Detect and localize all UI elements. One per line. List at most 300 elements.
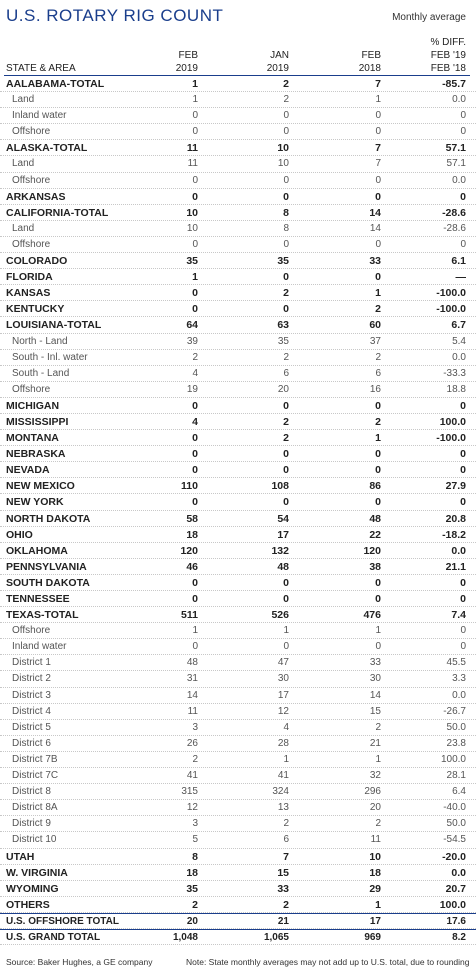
row-value-feb-2018: 476 bbox=[363, 609, 381, 622]
row-value-jan-2019: 0 bbox=[283, 190, 289, 203]
table-row bbox=[0, 446, 476, 462]
row-value-pct-diff: -100.0 bbox=[436, 303, 466, 316]
header-pct-diff-line3: FEB '18 bbox=[430, 63, 466, 74]
row-value-pct-diff: 0 bbox=[460, 399, 466, 412]
row-value-feb-2019: 31 bbox=[186, 673, 198, 685]
row-value-pct-diff: 50.0 bbox=[446, 818, 466, 830]
row-value-pct-diff: 0 bbox=[460, 625, 466, 637]
table-row bbox=[0, 849, 476, 865]
row-value-pct-diff: 0 bbox=[460, 496, 466, 509]
row-value-pct-diff: -100.0 bbox=[436, 432, 466, 445]
row-value-pct-diff: 27.9 bbox=[445, 480, 466, 493]
row-value-feb-2018: 15 bbox=[369, 705, 381, 717]
row-value-jan-2019: 0 bbox=[283, 126, 289, 138]
row-value-jan-2019: 0 bbox=[283, 496, 289, 509]
row-value-feb-2019: 58 bbox=[186, 512, 198, 525]
row-name: District 1 bbox=[12, 657, 51, 669]
row-value-pct-diff: -33.3 bbox=[443, 367, 466, 379]
row-value-feb-2019: 0 bbox=[192, 576, 198, 589]
row-value-feb-2018: 7 bbox=[375, 78, 381, 90]
row-value-feb-2018: 7 bbox=[375, 142, 381, 155]
row-name: NORTH DAKOTA bbox=[6, 512, 91, 525]
table-row bbox=[0, 366, 476, 382]
row-value-jan-2019: 4 bbox=[283, 721, 289, 733]
row-value-feb-2018: 2 bbox=[375, 351, 381, 363]
row-name: W. VIRGINIA bbox=[6, 866, 68, 879]
row-value-feb-2018: 1 bbox=[375, 287, 381, 300]
row-name: District 9 bbox=[12, 818, 51, 830]
row-value-jan-2019: 0 bbox=[283, 576, 289, 589]
row-value-feb-2018: 14 bbox=[369, 689, 381, 701]
table-body bbox=[0, 76, 476, 945]
table-row bbox=[0, 382, 476, 398]
row-value-jan-2019: 13 bbox=[277, 802, 289, 814]
row-name: Offshore bbox=[12, 126, 51, 138]
row-name: Land bbox=[12, 94, 35, 106]
row-value-feb-2019: 20 bbox=[186, 915, 198, 927]
row-value-feb-2019: 18 bbox=[186, 528, 198, 541]
header-feb-2018-line1: FEB bbox=[361, 50, 381, 61]
table-row bbox=[0, 897, 476, 913]
row-value-feb-2018: 0 bbox=[375, 174, 381, 186]
row-name: COLORADO bbox=[6, 255, 68, 268]
row-value-pct-diff: 7.4 bbox=[451, 609, 466, 622]
table-row bbox=[0, 639, 476, 655]
row-name: North - Land bbox=[12, 335, 68, 347]
row-value-pct-diff: -54.5 bbox=[443, 834, 466, 846]
header-pct-diff bbox=[396, 36, 466, 75]
row-value-feb-2019: 39 bbox=[186, 335, 198, 347]
row-value-feb-2019: 110 bbox=[181, 480, 198, 493]
row-name: NEW MEXICO bbox=[6, 480, 75, 493]
header-state-area: STATE & AREA bbox=[6, 63, 76, 74]
table-row bbox=[0, 414, 476, 430]
header-feb-2019-line1: FEB bbox=[178, 50, 198, 61]
row-value-feb-2018: 1 bbox=[375, 753, 381, 765]
row-name: Land bbox=[12, 222, 35, 234]
row-value-jan-2019: 30 bbox=[277, 673, 289, 685]
row-value-pct-diff: -100.0 bbox=[436, 287, 466, 300]
row-value-feb-2019: 1,048 bbox=[172, 931, 198, 943]
table-row bbox=[0, 800, 476, 816]
table-row bbox=[0, 671, 476, 687]
footer-source: Source: Baker Hughes, a GE company bbox=[6, 957, 153, 967]
table-row bbox=[0, 92, 476, 108]
row-value-feb-2018: 60 bbox=[369, 319, 381, 332]
row-value-feb-2018: 1 bbox=[375, 432, 381, 445]
row-value-pct-diff: 20.7 bbox=[445, 882, 466, 895]
row-value-feb-2019: 64 bbox=[186, 319, 198, 332]
row-value-jan-2019: 17 bbox=[277, 689, 289, 701]
row-name: MONTANA bbox=[6, 432, 59, 445]
row-value-pct-diff: -20.0 bbox=[442, 850, 466, 863]
row-value-feb-2018: 0 bbox=[375, 448, 381, 461]
row-value-feb-2018: 37 bbox=[369, 335, 381, 347]
row-value-jan-2019: 2 bbox=[283, 351, 289, 363]
row-value-feb-2019: 5 bbox=[192, 834, 198, 846]
table-row bbox=[0, 832, 476, 848]
row-value-pct-diff: 6.7 bbox=[451, 319, 466, 332]
row-value-pct-diff: 6.4 bbox=[452, 786, 466, 798]
row-value-feb-2018: 1 bbox=[375, 625, 381, 637]
table-row bbox=[0, 478, 476, 494]
footer bbox=[6, 957, 470, 967]
row-value-jan-2019: 33 bbox=[277, 882, 289, 895]
row-value-pct-diff: -26.7 bbox=[443, 705, 466, 717]
row-value-pct-diff: 100.0 bbox=[439, 898, 466, 911]
row-value-feb-2019: 0 bbox=[192, 593, 198, 605]
row-value-pct-diff: 57.1 bbox=[446, 158, 466, 170]
table-row bbox=[0, 334, 476, 350]
row-value-feb-2018: 30 bbox=[369, 673, 381, 685]
row-value-feb-2018: 20 bbox=[369, 802, 381, 814]
row-value-pct-diff: 3.3 bbox=[452, 673, 466, 685]
row-value-feb-2018: 33 bbox=[369, 657, 381, 669]
row-value-jan-2019: 324 bbox=[272, 786, 289, 798]
table-row bbox=[0, 398, 476, 414]
row-value-feb-2018: 48 bbox=[369, 512, 381, 525]
row-value-feb-2019: 1 bbox=[192, 78, 198, 90]
row-value-pct-diff: 21.1 bbox=[445, 560, 466, 573]
row-value-feb-2018: 0 bbox=[375, 238, 381, 250]
row-value-feb-2019: 0 bbox=[192, 399, 198, 412]
row-value-feb-2018: 7 bbox=[375, 158, 381, 170]
row-value-feb-2019: 14 bbox=[186, 689, 198, 701]
row-name: AALABAMA-TOTAL bbox=[6, 78, 105, 90]
header-jan-2019-line1: JAN bbox=[270, 50, 289, 61]
row-value-feb-2019: 315 bbox=[181, 786, 198, 798]
row-value-pct-diff: -18.2 bbox=[442, 528, 466, 541]
row-value-pct-diff: 6.1 bbox=[451, 255, 466, 268]
row-value-feb-2018: 0 bbox=[375, 593, 381, 605]
table-row bbox=[0, 237, 476, 253]
row-name: District 7C bbox=[12, 770, 59, 782]
row-value-feb-2019: 10 bbox=[186, 222, 198, 234]
row-value-pct-diff: 0.0 bbox=[452, 351, 466, 363]
row-value-jan-2019: 108 bbox=[271, 480, 289, 493]
row-value-jan-2019: 2 bbox=[283, 287, 289, 300]
row-value-feb-2019: 0 bbox=[192, 303, 198, 316]
row-value-feb-2019: 2 bbox=[192, 753, 198, 765]
table-row bbox=[0, 173, 476, 189]
row-value-feb-2018: 0 bbox=[375, 641, 381, 653]
row-value-feb-2018: 22 bbox=[369, 528, 381, 541]
row-name: ARKANSAS bbox=[6, 190, 66, 203]
row-value-feb-2018: 38 bbox=[369, 560, 381, 573]
row-value-feb-2018: 1 bbox=[375, 898, 381, 911]
row-value-feb-2019: 8 bbox=[192, 850, 198, 863]
table-row bbox=[0, 317, 476, 333]
table-row bbox=[0, 511, 476, 527]
row-value-feb-2019: 0 bbox=[192, 174, 198, 186]
row-name: NEVADA bbox=[6, 464, 50, 477]
row-name: NEW YORK bbox=[6, 496, 64, 509]
row-value-jan-2019: 2 bbox=[283, 94, 289, 106]
table-row bbox=[0, 543, 476, 559]
row-value-feb-2018: 6 bbox=[375, 367, 381, 379]
table-row bbox=[0, 623, 476, 639]
row-name: KENTUCKY bbox=[6, 303, 65, 316]
table-row bbox=[0, 189, 476, 205]
row-value-feb-2018: 14 bbox=[369, 206, 381, 219]
row-value-feb-2018: 0 bbox=[375, 271, 381, 284]
row-value-pct-diff: 0 bbox=[460, 641, 466, 653]
table-row bbox=[0, 124, 476, 140]
row-name: KANSAS bbox=[6, 287, 51, 300]
row-value-feb-2019: 0 bbox=[192, 126, 198, 138]
row-name: TEXAS-TOTAL bbox=[6, 609, 79, 622]
row-value-feb-2018: 86 bbox=[369, 480, 381, 493]
row-value-pct-diff: 0 bbox=[460, 576, 466, 589]
row-value-jan-2019: 10 bbox=[277, 158, 289, 170]
row-name: South - Land bbox=[12, 367, 70, 379]
row-value-feb-2019: 0 bbox=[192, 287, 198, 300]
row-value-feb-2018: 2 bbox=[375, 303, 381, 316]
row-value-feb-2019: 41 bbox=[186, 770, 198, 782]
table-row bbox=[0, 768, 476, 784]
row-value-jan-2019: 15 bbox=[277, 866, 289, 879]
row-name: Offshore bbox=[12, 238, 51, 250]
row-name: Inland water bbox=[12, 641, 67, 653]
row-value-feb-2018: 11 bbox=[370, 834, 381, 846]
table-row bbox=[0, 704, 476, 720]
row-value-jan-2019: 0 bbox=[283, 641, 289, 653]
row-value-pct-diff: 0.0 bbox=[452, 174, 466, 186]
row-value-jan-2019: 20 bbox=[277, 383, 289, 395]
row-value-jan-2019: 2 bbox=[283, 78, 289, 90]
row-value-feb-2018: 0 bbox=[375, 576, 381, 589]
row-value-jan-2019: 1,065 bbox=[263, 931, 289, 943]
table-row bbox=[0, 913, 476, 929]
row-value-feb-2019: 2 bbox=[192, 898, 198, 911]
row-value-feb-2018: 32 bbox=[369, 770, 381, 782]
row-value-feb-2019: 0 bbox=[192, 432, 198, 445]
row-name: WYOMING bbox=[6, 882, 59, 895]
row-value-pct-diff: 23.8 bbox=[446, 737, 466, 749]
row-value-feb-2019: 1 bbox=[192, 625, 198, 637]
row-value-feb-2019: 511 bbox=[181, 609, 198, 622]
row-value-feb-2019: 11 bbox=[187, 705, 198, 717]
row-value-feb-2019: 3 bbox=[192, 721, 198, 733]
row-value-feb-2019: 10 bbox=[186, 206, 198, 219]
header-jan-2019 bbox=[229, 49, 289, 75]
row-value-jan-2019: 10 bbox=[277, 142, 289, 155]
table-row bbox=[0, 929, 476, 945]
table-row bbox=[0, 76, 476, 92]
row-value-feb-2019: 19 bbox=[186, 383, 198, 395]
row-value-pct-diff: — bbox=[455, 271, 466, 284]
row-name: TENNESSEE bbox=[6, 593, 70, 605]
row-name: District 10 bbox=[12, 834, 57, 846]
row-value-feb-2018: 21 bbox=[369, 737, 381, 749]
row-value-feb-2019: 0 bbox=[192, 190, 198, 203]
row-value-feb-2019: 0 bbox=[192, 641, 198, 653]
table-row bbox=[0, 205, 476, 221]
row-value-jan-2019: 2 bbox=[283, 818, 289, 830]
row-name: Land bbox=[12, 158, 35, 170]
row-name: District 3 bbox=[12, 689, 51, 701]
row-value-jan-2019: 28 bbox=[277, 737, 289, 749]
row-name: Offshore bbox=[12, 174, 51, 186]
row-value-pct-diff: 5.4 bbox=[452, 335, 466, 347]
row-value-jan-2019: 41 bbox=[277, 770, 289, 782]
row-value-feb-2019: 11 bbox=[186, 142, 198, 155]
row-value-feb-2019: 120 bbox=[180, 544, 198, 557]
row-value-feb-2018: 120 bbox=[363, 544, 381, 557]
row-value-pct-diff: 0.0 bbox=[451, 544, 466, 557]
table-row bbox=[0, 881, 476, 897]
table-row bbox=[0, 527, 476, 543]
footer-note: Note: State monthly averages may not add up to U.S. total, due to rounding bbox=[186, 957, 470, 967]
row-value-pct-diff: 50.0 bbox=[446, 721, 466, 733]
row-value-feb-2019: 4 bbox=[192, 415, 198, 428]
row-name: District 6 bbox=[12, 737, 51, 749]
row-name: Offshore bbox=[12, 625, 51, 637]
row-name: PENNSYLVANIA bbox=[6, 560, 87, 573]
row-value-pct-diff: -28.6 bbox=[443, 222, 466, 234]
row-name: District 8 bbox=[12, 786, 51, 798]
row-value-pct-diff: 0 bbox=[460, 448, 466, 461]
row-value-jan-2019: 17 bbox=[277, 528, 289, 541]
row-value-feb-2018: 16 bbox=[369, 383, 381, 395]
header-pct-diff-line1: % DIFF. bbox=[430, 37, 466, 48]
table-row bbox=[0, 221, 476, 237]
row-value-pct-diff: 0.0 bbox=[452, 94, 466, 106]
row-name: OHIO bbox=[6, 528, 33, 541]
row-name: U.S. OFFSHORE TOTAL bbox=[6, 915, 119, 927]
row-value-feb-2019: 0 bbox=[192, 448, 198, 461]
row-name: OKLAHOMA bbox=[6, 544, 68, 557]
row-value-jan-2019: 63 bbox=[277, 319, 289, 332]
row-value-pct-diff: 100.0 bbox=[440, 753, 466, 765]
table-row bbox=[0, 430, 476, 446]
row-value-feb-2018: 2 bbox=[375, 721, 381, 733]
table-row bbox=[0, 462, 476, 478]
row-value-jan-2019: 0 bbox=[283, 593, 289, 605]
row-name: MICHIGAN bbox=[6, 399, 60, 412]
table-row bbox=[0, 350, 476, 366]
table-row bbox=[0, 720, 476, 736]
table-row bbox=[0, 865, 476, 881]
table-row bbox=[0, 494, 476, 510]
row-value-feb-2018: 2 bbox=[375, 415, 381, 428]
table-header bbox=[0, 30, 476, 75]
row-value-jan-2019: 2 bbox=[283, 415, 289, 428]
row-value-feb-2018: 10 bbox=[369, 850, 381, 863]
row-value-jan-2019: 8 bbox=[283, 206, 289, 219]
table-row bbox=[0, 559, 476, 575]
row-name: MISSISSIPPI bbox=[6, 415, 69, 428]
row-name: FLORIDA bbox=[6, 271, 53, 284]
row-value-jan-2019: 7 bbox=[283, 850, 289, 863]
row-value-jan-2019: 6 bbox=[283, 834, 289, 846]
table-row bbox=[0, 156, 476, 172]
row-value-pct-diff: 20.8 bbox=[445, 512, 466, 525]
row-value-pct-diff: 0.0 bbox=[451, 866, 466, 879]
row-value-jan-2019: 0 bbox=[283, 174, 289, 186]
table-row bbox=[0, 285, 476, 301]
row-value-jan-2019: 132 bbox=[271, 544, 289, 557]
row-name: District 7B bbox=[12, 753, 58, 765]
row-value-jan-2019: 0 bbox=[283, 464, 289, 477]
row-value-jan-2019: 1 bbox=[283, 625, 289, 637]
row-value-feb-2018: 0 bbox=[375, 126, 381, 138]
row-value-pct-diff: 0 bbox=[460, 126, 466, 138]
table-row bbox=[0, 575, 476, 591]
row-name: LOUISIANA-TOTAL bbox=[6, 319, 102, 332]
row-value-feb-2019: 18 bbox=[186, 866, 198, 879]
table-row bbox=[0, 736, 476, 752]
row-value-feb-2019: 35 bbox=[186, 882, 198, 895]
table-row bbox=[0, 784, 476, 800]
row-name: District 5 bbox=[12, 721, 51, 733]
row-value-feb-2019: 11 bbox=[187, 158, 198, 170]
row-value-pct-diff: 0.0 bbox=[452, 689, 466, 701]
row-value-feb-2018: 2 bbox=[375, 818, 381, 830]
row-name: Inland water bbox=[12, 110, 67, 122]
header-feb-2018 bbox=[321, 49, 381, 75]
table-row bbox=[0, 140, 476, 156]
row-value-jan-2019: 2 bbox=[283, 898, 289, 911]
row-value-feb-2018: 29 bbox=[369, 882, 381, 895]
header-pct-diff-line2: FEB '19 bbox=[430, 50, 466, 61]
row-value-pct-diff: 0 bbox=[460, 593, 466, 605]
row-value-pct-diff: -28.6 bbox=[442, 206, 466, 219]
row-value-feb-2019: 3 bbox=[192, 818, 198, 830]
row-value-jan-2019: 0 bbox=[283, 448, 289, 461]
row-value-jan-2019: 526 bbox=[271, 609, 289, 622]
row-value-feb-2019: 48 bbox=[186, 657, 198, 669]
row-value-feb-2019: 0 bbox=[192, 464, 198, 477]
row-value-feb-2019: 0 bbox=[192, 496, 198, 509]
table-row bbox=[0, 655, 476, 671]
table-row bbox=[0, 253, 476, 269]
row-name: District 4 bbox=[12, 705, 51, 717]
row-value-jan-2019: 6 bbox=[283, 367, 289, 379]
row-value-feb-2018: 0 bbox=[375, 110, 381, 122]
row-value-feb-2019: 0 bbox=[192, 110, 198, 122]
row-name: OTHERS bbox=[6, 898, 50, 911]
row-value-feb-2018: 0 bbox=[375, 399, 381, 412]
row-value-feb-2019: 12 bbox=[186, 802, 198, 814]
header-jan-2019-line2: 2019 bbox=[266, 63, 289, 74]
row-value-feb-2019: 35 bbox=[186, 255, 198, 268]
row-value-jan-2019: 0 bbox=[283, 271, 289, 284]
row-name: U.S. GRAND TOTAL bbox=[6, 931, 101, 943]
row-value-feb-2018: 296 bbox=[364, 786, 381, 798]
row-value-pct-diff: 17.6 bbox=[446, 915, 466, 927]
row-value-feb-2019: 46 bbox=[186, 560, 198, 573]
table-row bbox=[0, 591, 476, 607]
table-row bbox=[0, 752, 476, 768]
row-value-feb-2018: 0 bbox=[375, 464, 381, 477]
row-value-jan-2019: 35 bbox=[277, 335, 289, 347]
row-value-jan-2019: 0 bbox=[283, 303, 289, 316]
row-value-pct-diff: 8.2 bbox=[452, 931, 466, 943]
row-value-pct-diff: 57.1 bbox=[445, 142, 466, 155]
row-value-pct-diff: 100.0 bbox=[439, 415, 466, 428]
row-value-pct-diff: 28.1 bbox=[446, 770, 466, 782]
row-name: ALASKA-TOTAL bbox=[6, 142, 88, 155]
page-title: U.S. ROTARY RIG COUNT bbox=[6, 6, 224, 25]
header-feb-2019 bbox=[138, 49, 198, 75]
page-subtitle: Monthly average bbox=[392, 12, 466, 23]
row-value-feb-2019: 4 bbox=[192, 367, 198, 379]
row-name: District 8A bbox=[12, 802, 58, 814]
table-row bbox=[0, 816, 476, 832]
row-value-feb-2018: 14 bbox=[369, 222, 381, 234]
row-value-jan-2019: 2 bbox=[283, 432, 289, 445]
